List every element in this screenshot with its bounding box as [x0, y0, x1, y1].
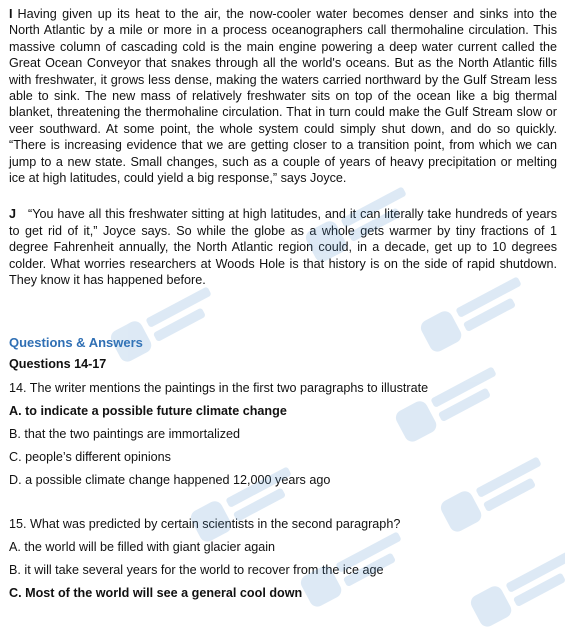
reading-passage	[9, 6, 557, 289]
paragraph-i	[9, 6, 557, 186]
question-group-title: Questions 14-17	[9, 357, 107, 371]
watermark-logo	[436, 445, 564, 542]
question-14: 14. The writer mentions the paintings in the first two paragraphs to illustrate	[9, 381, 429, 395]
paragraph-letter-j: J	[9, 207, 17, 222]
q14-option-c: C. people’s different opinions	[9, 450, 171, 464]
q14-option-d: D. a possible climate change happened 12,000 years ago	[9, 473, 331, 487]
q15-option-a: A. the world will be filled with giant glacier again	[9, 540, 276, 554]
q14-option-b: B. that the two paintings are immortalized	[9, 427, 240, 441]
watermark-logo	[186, 455, 314, 552]
q14-option-a-answer: A. to indicate a possible future climate change	[9, 404, 287, 418]
watermark-logo	[466, 540, 565, 636]
watermark-logo	[106, 275, 234, 372]
q15-option-c-answer: C. Most of the world will see a general cool down	[9, 586, 303, 600]
question-15: 15. What was predicted by certain scientists in the second paragraph?	[9, 517, 401, 531]
paragraph-j-text: “You have all this freshwater sitting at high latitudes, and it can literally take hundreds of years to get rid of it,” Joyce says. So while the globe as a whole gets warmer by tiny fractions of 1 degree Fahrenheit annually, the North Atlantic region could, in a decade, get up to 10 degrees colder. What worries researchers at Woods Hole is that history is on the side of rapid shutdown. They know it has happened before.	[9, 207, 557, 288]
paragraph-i-text: Having given up its heat to the air, the now-cooler water becomes denser and sinks into the North Atlantic by a mile or more in a process oceanographers call thermohaline circulation. This massive column of cascading cold is the main engine powering a deep water current called the Great Ocean Conveyor that snakes through all the world's oceans. But as the North Atlantic fills with freshwater, it grows less dense, making the waters carried northward by the Gulf Stream less able to sink. The new mass of relatively freshwater sits on top of the ocean like a big thermal blanket, threatening the thermohaline circulation. That in turn could make the Gulf Stream slow or veer southward. At some point, the whole system could simply shut down, and do so quickly. “There is increasing evidence that we are getting closer to a transition point, from which we can jump to a new state. Small changes, such as a couple of years of heavy precipitation or melting ice at high latitudes, could yield a big response,” says Joyce.	[9, 7, 557, 186]
watermark-logo	[391, 355, 519, 452]
qa-heading: Questions & Answers	[9, 335, 143, 350]
paragraph-j	[9, 206, 557, 288]
q15-option-b: B. it will take several years for the world to recover from the ice age	[9, 563, 384, 577]
paragraph-letter-i: I	[9, 7, 13, 21]
